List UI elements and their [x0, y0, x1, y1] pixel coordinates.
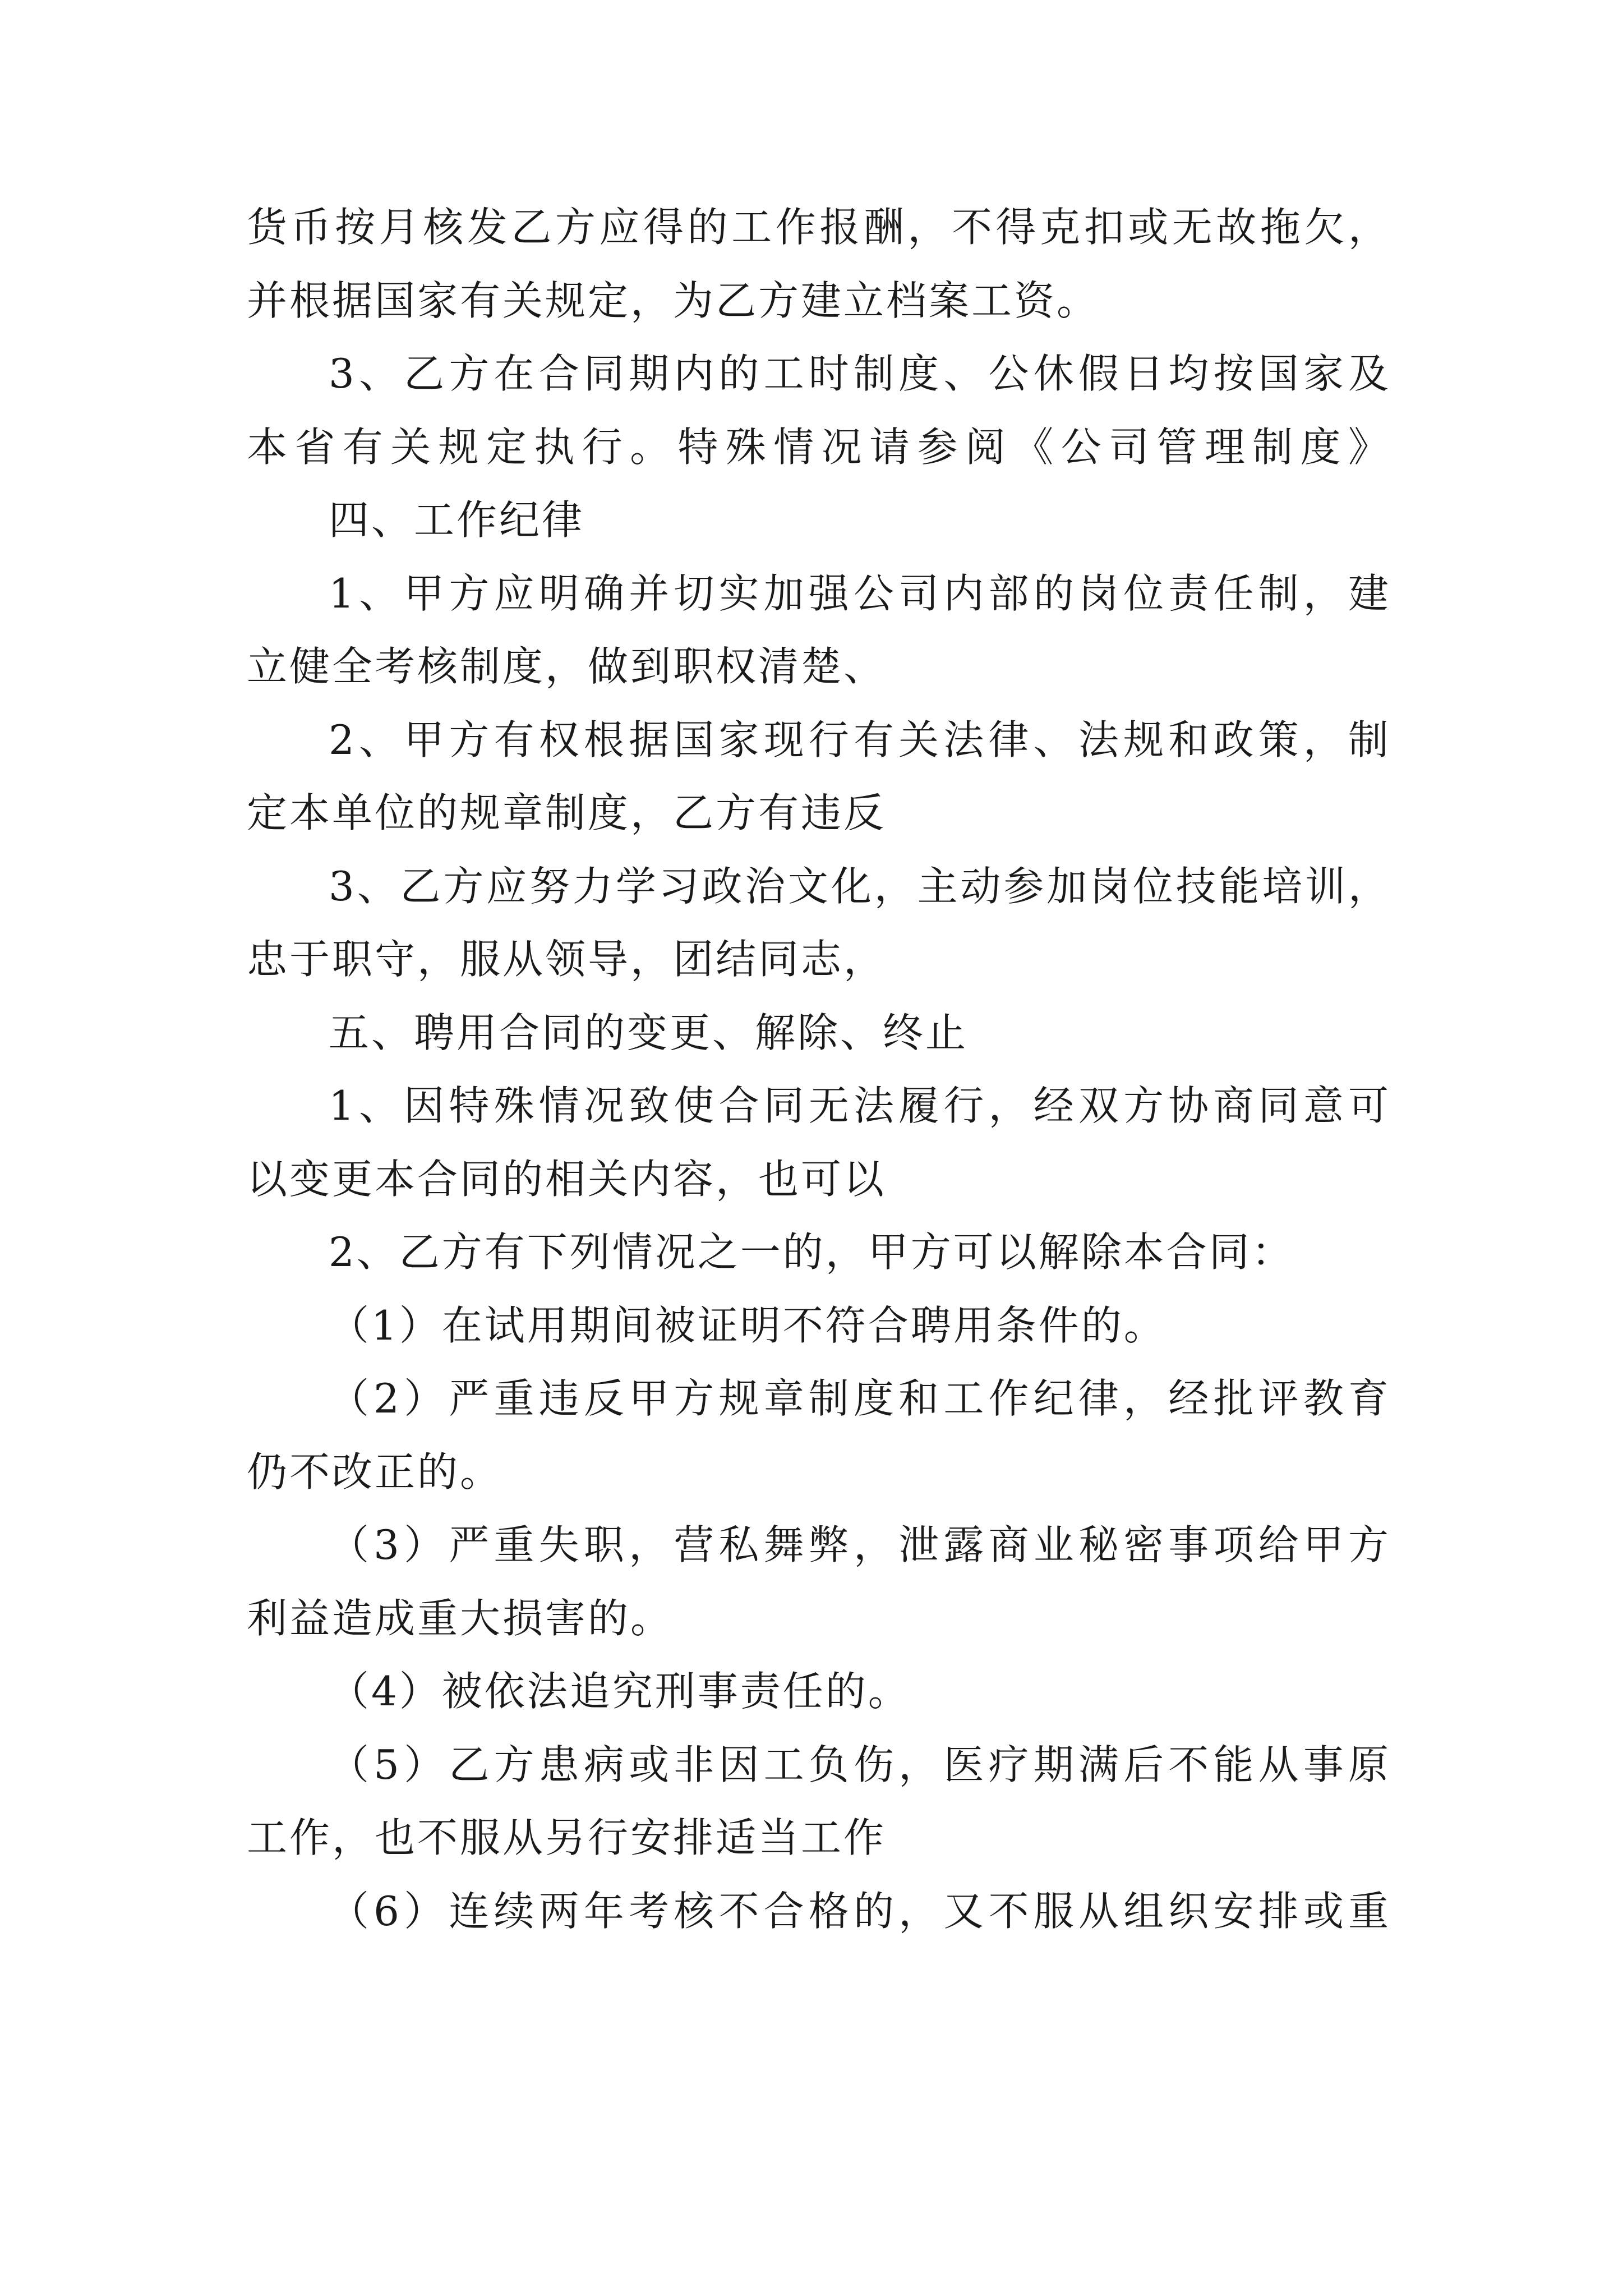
text-line-13: 1、因特殊情况致使合同无法履行，经双方协商同意可	[329, 1082, 1391, 1129]
list-item-3-cont: 利益造成重大损害的。	[247, 1594, 674, 1642]
list-item-2: （2）严重违反甲方规章制度和工作纪律，经批评教育	[329, 1375, 1391, 1422]
text-line-9: 定本单位的规章制度，乙方有违反	[247, 789, 887, 836]
list-item-1: （1）在试用期间被证明不符合聘用条件的。	[329, 1301, 1166, 1349]
list-item-4: （4）被依法追究刑事责任的。	[329, 1668, 911, 1715]
list-item-5-cont: 工作，也不服从另行安排适当工作	[247, 1814, 887, 1861]
text-line-1: 货币按月核发乙方应得的工作报酬，不得克扣或无故拖欠，	[247, 204, 1391, 251]
list-item-2-cont: 仍不改正的。	[247, 1448, 503, 1496]
document-body	[247, 191, 1391, 1948]
text-line-3: 3、乙方在合同期内的工时制度、公休假日均按国家及	[329, 350, 1391, 397]
list-item-6: （6）连续两年考核不合格的，又不服从组织安排或重	[329, 1887, 1391, 1935]
text-line-4: 本省有关规定执行。特殊情况请参阅《公司管理制度》	[247, 423, 1391, 471]
text-line-2: 并根据国家有关规定，为乙方建立档案工资。	[247, 277, 1100, 324]
text-line-14: 以变更本合同的相关内容，也可以	[247, 1155, 887, 1203]
section-heading-work-discipline: 四、工作纪律	[329, 496, 585, 544]
section-heading-contract-changes: 五、聘用合同的变更、解除、终止	[329, 1009, 969, 1056]
text-line-11: 忠于职守，服从领导，团结同志，	[247, 936, 887, 983]
list-item-3: （3）严重失职，营私舞弊，泄露商业秘密事项给甲方	[329, 1521, 1391, 1568]
text-line-15: 2、乙方有下列情况之一的，甲方可以解除本合同：	[329, 1228, 1294, 1276]
text-line-6: 1、甲方应明确并切实加强公司内部的岗位责任制，建	[329, 569, 1391, 617]
text-line-10: 3、乙方应努力学习政治文化，主动参加岗位技能培训，	[329, 862, 1391, 910]
text-line-7: 立健全考核制度，做到职权清楚、	[247, 643, 887, 690]
list-item-5: （5）乙方患病或非因工负伤，医疗期满后不能从事原	[329, 1741, 1391, 1788]
text-line-8: 2、甲方有权根据国家现行有关法律、法规和政策，制	[329, 716, 1391, 763]
